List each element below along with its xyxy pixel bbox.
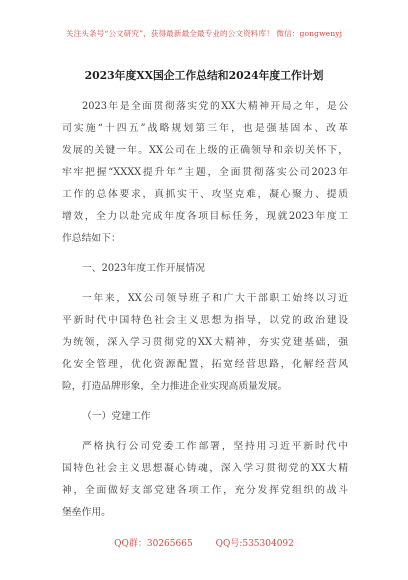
paragraph-line: 作总结如下：: [62, 233, 121, 244]
paragraph-line: 牢牢把握“XXXX提升年”主题，全面贯彻落实公司2023年: [62, 167, 348, 178]
paragraph-line: 增效，全力以赴完成年度各项目标任务，现就2023年度工: [62, 211, 348, 222]
paragraph-line: 堡垒作用。: [62, 507, 111, 518]
paragraph-line: 为统领，深入学习贯彻党的XX大精神，夯实党建基础，强: [62, 337, 348, 348]
footer-qq-group: QQ群：30265665: [114, 539, 193, 549]
paragraph-line: 工作的总体要求，真抓实干、攻坚克难，凝心聚力、提质: [62, 189, 348, 200]
paragraph-line: 一年来，XX公司领导班子和广大干部职工始终以习近: [82, 293, 348, 304]
paragraph-line: 险，打造品牌形象，全力推进企业实现高质量发展。: [62, 381, 288, 392]
paragraph-line: 发展的关键一年。XX公司在上级的正确领导和亲切关怀下，: [62, 145, 348, 156]
footer-qq-number: QQ号:535304092: [215, 539, 294, 549]
subsection-heading: （一）党建工作: [82, 411, 151, 422]
paragraph-line: 化安全管理，优化资源配置，拓宽经营思路，化解经营风: [62, 359, 348, 370]
paragraph-line: 严格执行公司党委工作部署，坚持用习近平新时代中: [82, 441, 348, 452]
header-note: 关注头条号“公文研究”，获得最新最全最专业的公文资料库！ 微信：gongwenyj: [65, 29, 343, 38]
paragraph-line: 平新时代中国特色社会主义思想为指导，以党的政治建设: [62, 315, 348, 326]
footer-contact: [0, 536, 408, 549]
paragraph-line: 神，全面做好支部党建各项工作，充分发挥党组织的战斗: [62, 485, 348, 496]
section-heading: 一、2023年度工作开展情况: [82, 263, 205, 274]
page-title: 2023年度XX国企工作总结和2024年度工作计划: [84, 69, 324, 82]
paragraph-line: 2023年是全面贯彻落实党的XX大精神开局之年，是公: [82, 101, 348, 112]
paragraph-line: 国特色社会主义思想凝心铸魂，深入学习贯彻党的XX大精: [62, 463, 348, 474]
paragraph-line: 司实施“十四五”战略规划第三年，也是强基固本、改革: [62, 123, 348, 134]
